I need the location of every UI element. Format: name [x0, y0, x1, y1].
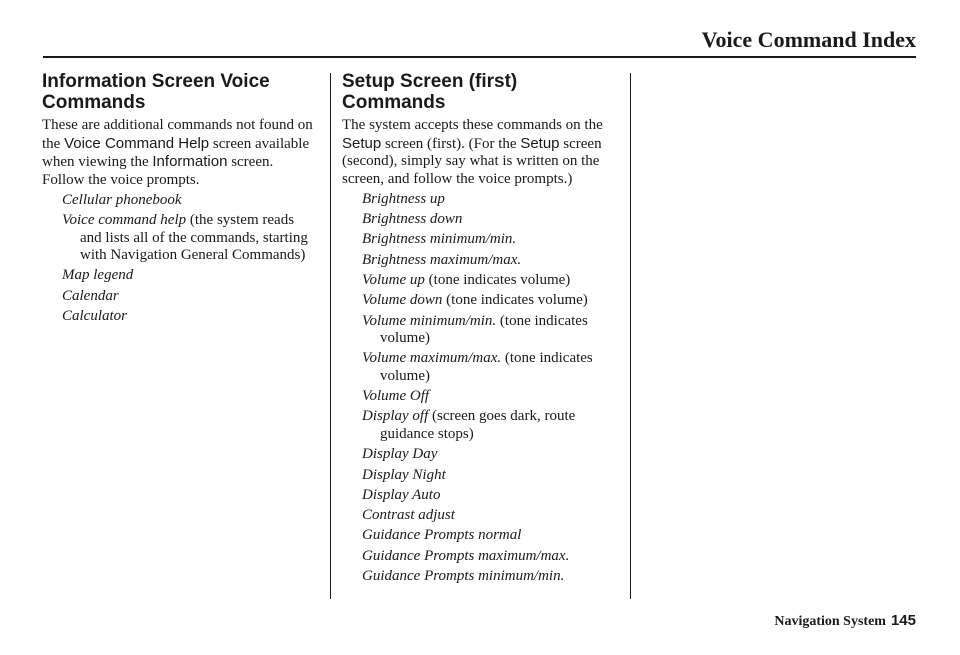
setup-commands-section	[342, 71, 620, 586]
header-rule	[43, 56, 916, 58]
intro-text: screen available when viewing the	[42, 135, 310, 170]
command-item	[342, 408, 620, 443]
command-item	[342, 231, 620, 249]
command-item	[342, 350, 620, 385]
command-name: Brightness minimum/min.	[362, 231, 517, 248]
intro-text: These are additional commands not found on the	[42, 117, 313, 152]
section-intro	[42, 117, 317, 189]
command-name: Guidance Prompts maximum/max.	[362, 547, 570, 564]
command-item	[42, 288, 317, 306]
command-item	[42, 212, 317, 265]
command-name: Guidance Prompts normal	[362, 527, 522, 544]
intro-text: screen (second), simply say what is written on the screen, and follow the voice prompts.)	[342, 135, 602, 187]
command-item	[342, 272, 620, 290]
command-item	[342, 388, 620, 406]
command-item	[42, 267, 317, 285]
command-name: Display off	[362, 408, 429, 425]
command-note: (tone indicates volume)	[380, 350, 593, 384]
information-commands-section	[42, 71, 317, 325]
section-heading: Setup Screen (first) Commands	[342, 71, 518, 113]
section-intro	[342, 117, 620, 188]
command-note: (tone indicates volume)	[424, 271, 571, 288]
ui-term-setup: Setup	[520, 134, 560, 152]
intro-text: screen (first). (For the	[381, 135, 521, 152]
column-divider-left	[330, 73, 331, 599]
command-name: Display Auto	[362, 486, 441, 503]
command-name: Guidance Prompts minimum/min.	[362, 568, 565, 585]
command-note: (tone indicates volume)	[380, 312, 588, 347]
command-item	[42, 192, 317, 210]
command-item	[342, 292, 620, 310]
command-name: Brightness maximum/max.	[362, 251, 522, 268]
command-name: Contrast adjust	[362, 507, 455, 524]
command-item	[342, 252, 620, 270]
command-list	[342, 191, 620, 586]
command-item	[342, 211, 620, 229]
command-name: Brightness up	[362, 190, 445, 207]
command-note: (the system reads and lists all of the commands, starting with Navigation General Commands)	[80, 212, 308, 264]
command-name: Brightness down	[362, 211, 463, 228]
command-item	[342, 313, 620, 348]
command-name: Cellular phonebook	[62, 191, 182, 208]
command-item	[342, 548, 620, 566]
command-note: (tone indicates volume)	[442, 292, 588, 309]
command-item	[342, 487, 620, 505]
command-name: Display Night	[362, 466, 446, 483]
ui-term-information: Information	[152, 153, 228, 170]
command-name: Volume minimum/min.	[362, 312, 497, 329]
intro-text: The system accepts these commands on the	[342, 117, 603, 133]
command-list	[42, 192, 317, 326]
command-item	[342, 568, 620, 586]
command-name: Voice command help	[62, 212, 187, 229]
page-title: Voice Command Index	[701, 27, 916, 52]
command-name: Display Day	[362, 446, 438, 463]
command-item	[342, 507, 620, 525]
command-name: Volume up	[362, 271, 425, 288]
intro-text: screen. Follow the voice prompts.	[42, 154, 274, 188]
page-number: 145	[890, 612, 916, 629]
command-name: Volume Off	[362, 388, 430, 405]
footer-label: Navigation System	[774, 614, 886, 629]
command-name: Map legend	[62, 267, 134, 284]
command-item	[342, 527, 620, 545]
command-item	[342, 467, 620, 485]
column-divider-right	[630, 73, 631, 599]
command-item	[342, 191, 620, 209]
ui-term-voice-command-help: Voice Command Help	[64, 134, 210, 152]
command-name: Volume down	[362, 292, 443, 309]
command-item	[342, 446, 620, 464]
command-note: (screen goes dark, route guidance stops)	[380, 408, 576, 442]
section-heading: Information Screen Voice Commands	[42, 71, 270, 113]
page-footer	[774, 612, 916, 630]
command-name: Calculator	[62, 307, 128, 324]
command-name: Volume maximum/max.	[362, 350, 502, 367]
command-name: Calendar	[62, 287, 119, 304]
command-item	[42, 308, 317, 326]
ui-term-setup: Setup	[342, 134, 382, 152]
